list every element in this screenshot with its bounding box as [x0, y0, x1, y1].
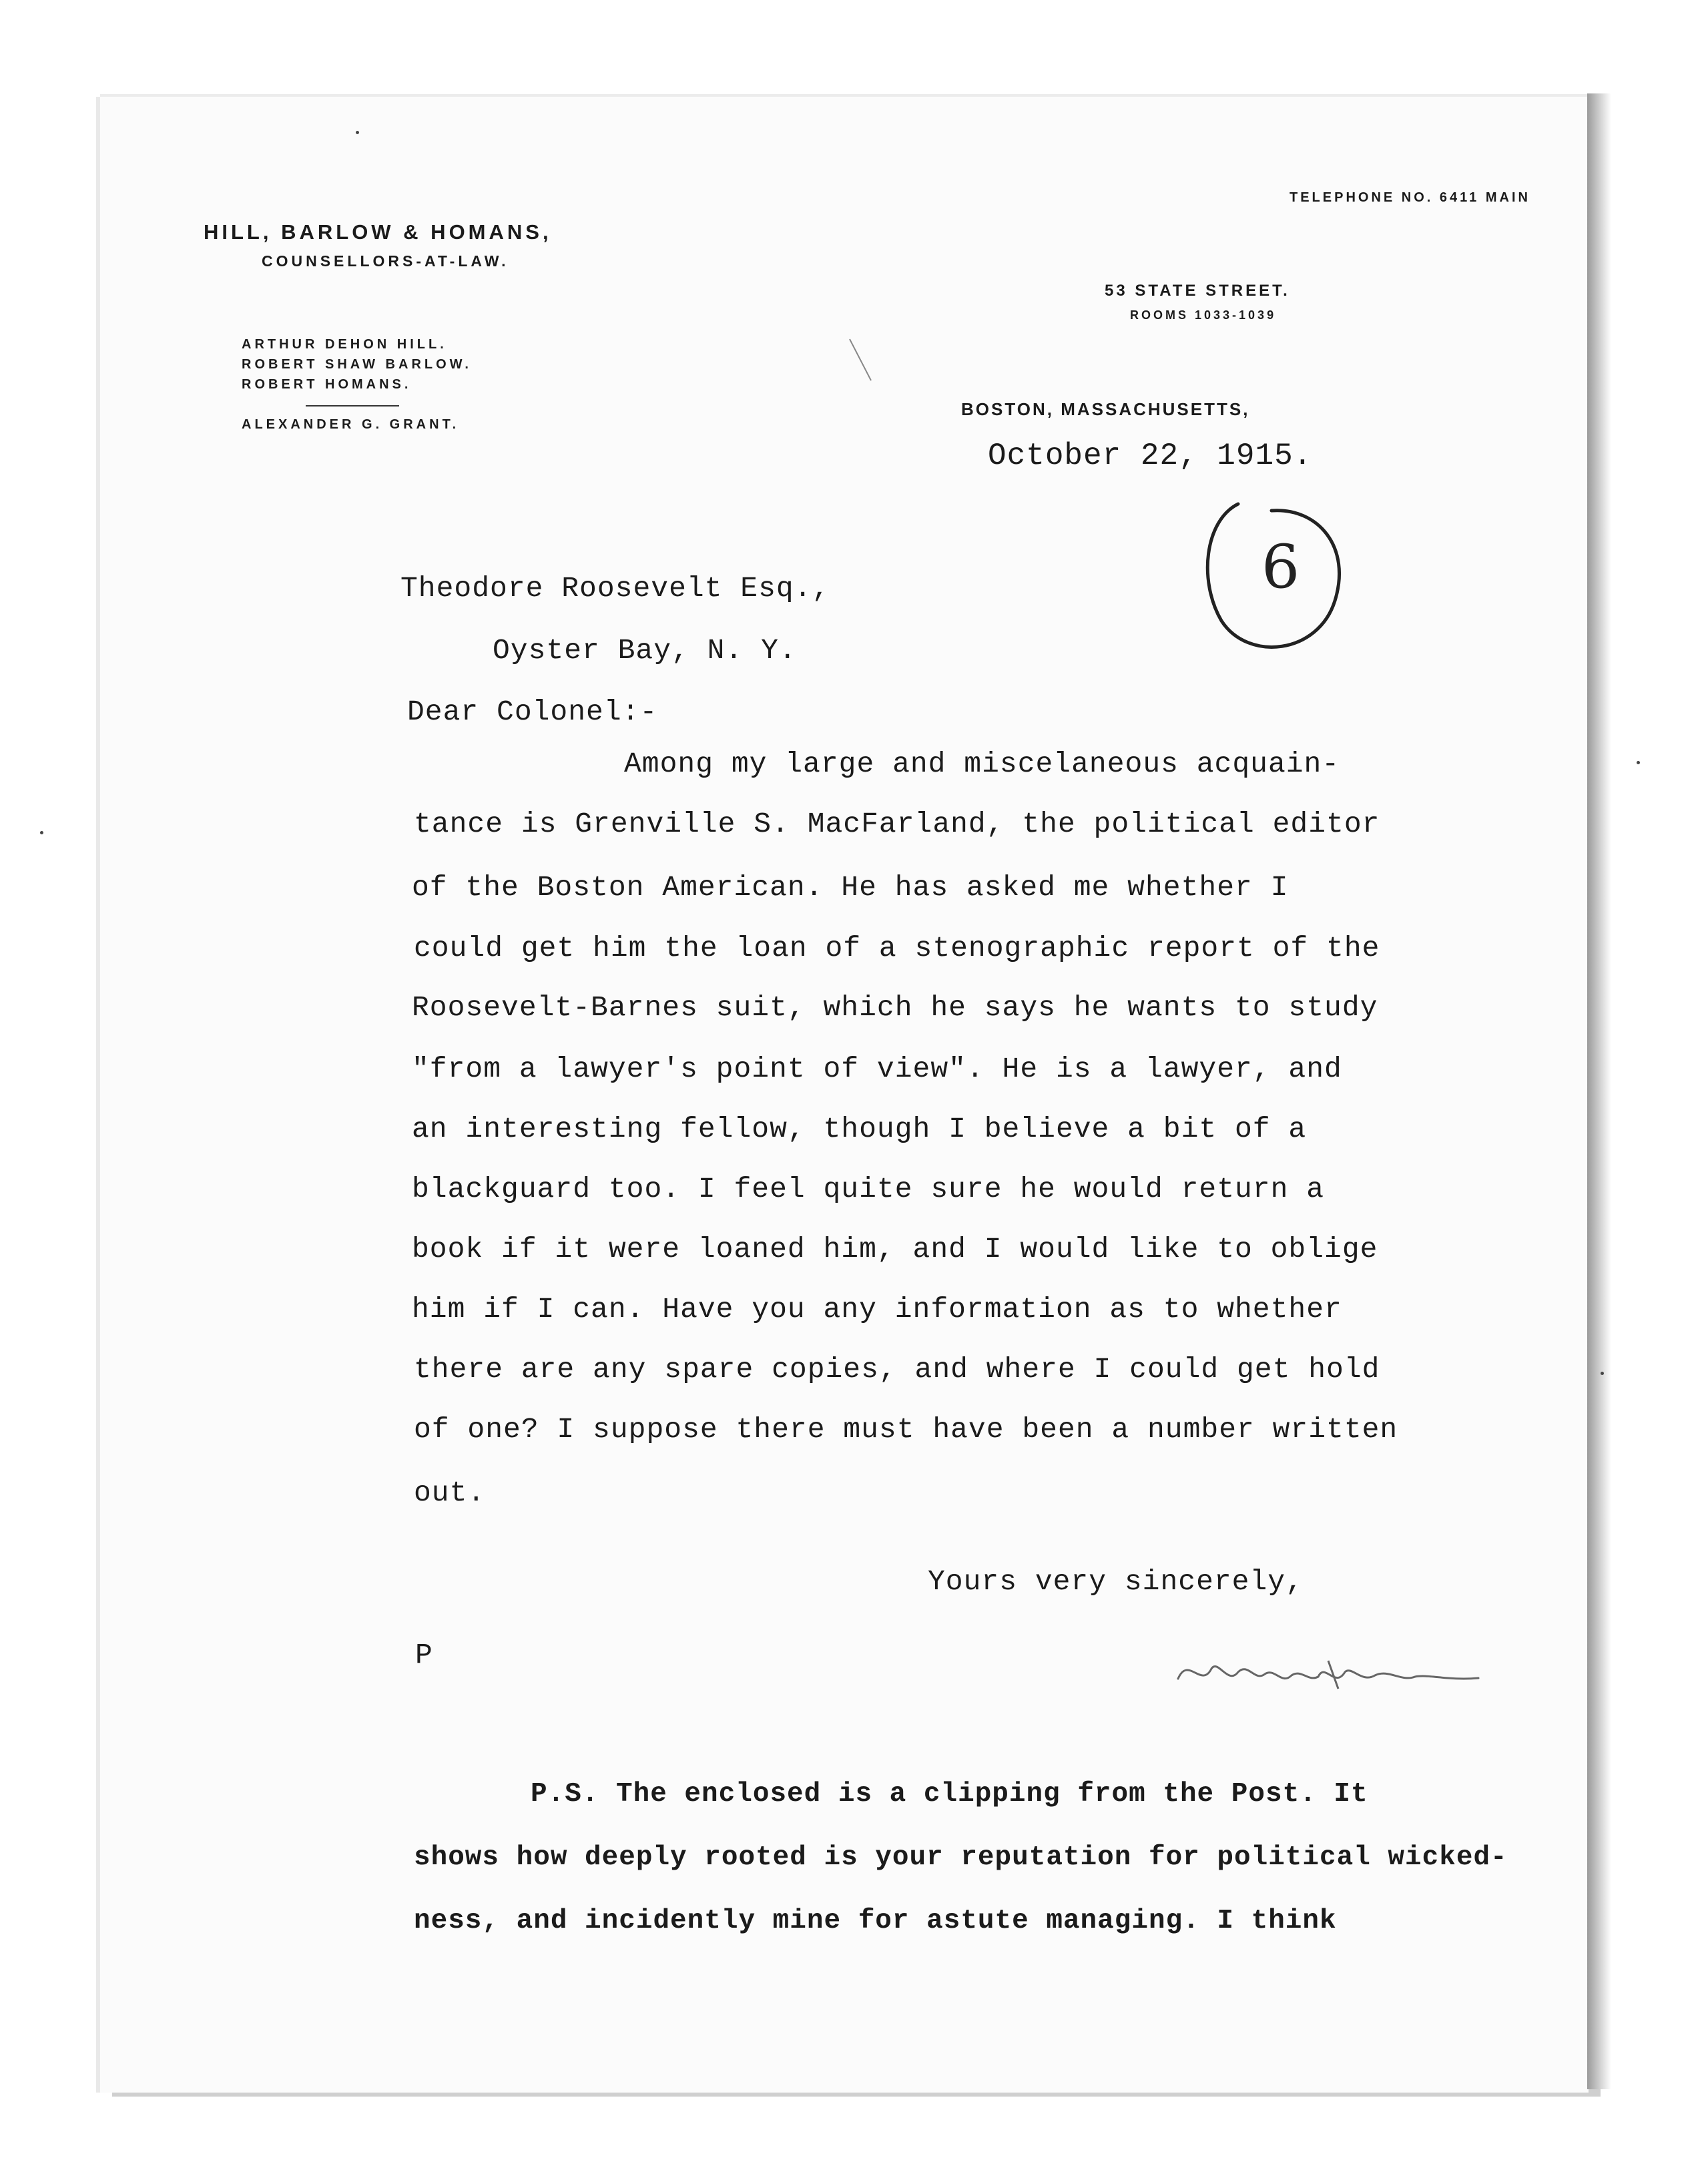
letterhead-divider	[306, 405, 399, 407]
letter-date: October 22, 1915.	[988, 439, 1313, 473]
closing: Yours very sincerely,	[928, 1565, 1304, 1598]
body-line: could get him the loan of a stenographic report of the	[414, 932, 1380, 965]
firm-name: HILL, BARLOW & HOMANS,	[204, 220, 552, 244]
body-line: there are any spare copies, and where I could get hold	[414, 1353, 1380, 1386]
body-line: out.	[414, 1476, 486, 1509]
postscript-line: P.S. The enclosed is a clipping from the Post. It	[531, 1779, 1368, 1810]
body-line: Roosevelt-Barnes suit, which he says he wants to study	[412, 991, 1378, 1024]
partner-name: ARTHUR DEHON HILL.	[242, 337, 447, 352]
body-line: of one? I suppose there must have been a number written	[414, 1413, 1398, 1446]
firm-subtitle: COUNSELLORS-AT-LAW.	[262, 252, 509, 270]
body-line: an interesting fellow, though I believe a bit of a	[412, 1113, 1307, 1145]
rooms: ROOMS 1033-1039	[1130, 308, 1277, 322]
recipient-place: Oyster Bay, N. Y.	[493, 634, 797, 667]
scan-speck	[356, 131, 359, 134]
street-address: 53 STATE STREET.	[1105, 282, 1290, 300]
body-line: blackguard too. I feel quite sure he would return a	[412, 1173, 1325, 1205]
body-line: "from a lawyer's point of view". He is a lawyer, and	[412, 1053, 1342, 1085]
body-line: him if I can. Have you any information as to whether	[412, 1293, 1342, 1326]
recipient-name: Theodore Roosevelt Esq.,	[400, 572, 830, 605]
body-line: of the Boston American. He has asked me whether I	[412, 871, 1289, 904]
partner-name: ROBERT SHAW BARLOW.	[242, 357, 472, 372]
body-line: book if it were loaned him, and I would like to oblige	[412, 1233, 1378, 1266]
pencil-mark	[848, 337, 874, 384]
scan-speck	[40, 831, 43, 834]
typist-initial: P	[415, 1639, 433, 1671]
scan-speck	[1601, 1372, 1604, 1375]
body-line: Among my large and miscelaneous acquain-	[624, 748, 1340, 780]
associate-name: ALEXANDER G. GRANT.	[242, 417, 460, 432]
telephone: TELEPHONE NO. 6411 MAIN	[1290, 190, 1530, 205]
signature	[1175, 1649, 1482, 1702]
page-edge-shadow	[1587, 93, 1611, 2089]
postscript-line: shows how deeply rooted is your reputation for political wicked-	[414, 1842, 1508, 1873]
circled-page-number	[1191, 487, 1365, 667]
scan-speck	[1637, 761, 1640, 764]
partner-name: ROBERT HOMANS.	[242, 377, 412, 392]
postscript-line: ness, and incidently mine for astute managing. I think	[414, 1906, 1337, 1936]
body-line: tance is Grenville S. MacFarland, the political editor	[414, 808, 1380, 840]
page-mark: 6	[1261, 532, 1300, 602]
salutation: Dear Colonel:-	[407, 696, 658, 728]
city: BOSTON, MASSACHUSETTS,	[961, 399, 1250, 419]
